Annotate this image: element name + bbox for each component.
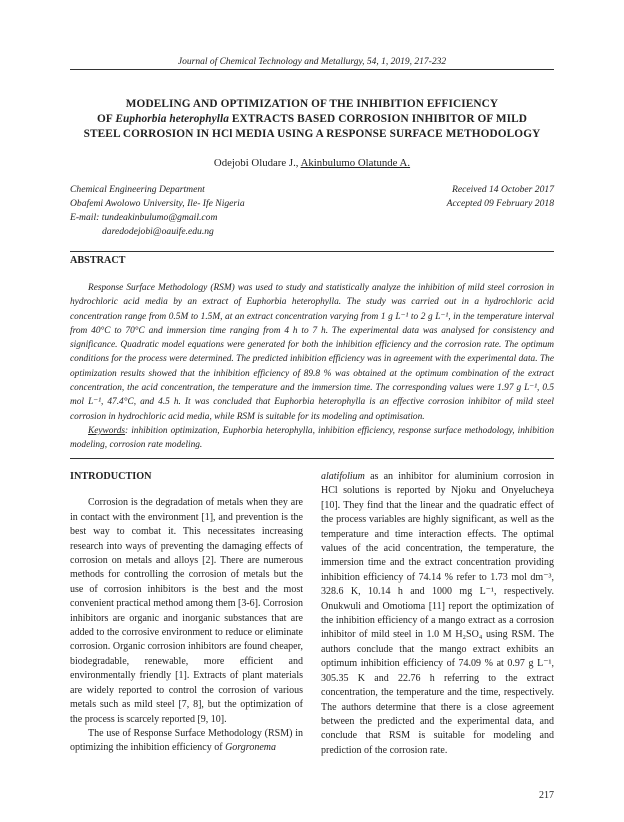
intro-species-gorgronema: Gorgronema: [225, 742, 276, 754]
page-number: 217: [539, 790, 554, 801]
title-line-1: MODELING AND OPTIMIZATION OF THE INHIBITION EFFICIENCY: [125, 98, 499, 110]
dates-block: [447, 183, 554, 211]
affiliation-email-1: E-mail: tundeakinbulumo@gmail.com: [70, 212, 218, 223]
paper-title: [70, 97, 554, 142]
title-line-3: STEEL CORROSION IN HCl MEDIA USING A RESPONSE SURFACE METHODOLOGY: [83, 128, 541, 140]
abstract-rule-top: [70, 251, 554, 252]
intro-paragraph-2-continued: [321, 470, 554, 758]
intro-paragraph-1: Corrosion is the degradation of metals when they are in contact with the environment [1], and prevention is the best way to combat it. This necessitates increasing research into ways of preventing the damaging effects of corrosion on metals and alloys [2]. There are numerous methods for controlling the corrosion of metals but the use of corrosion inhibitors is the best and the most convenient practical method among them [3-6]. Corrosion inhibitors are organic and inorganic substances that are added to the corrosive environment to reduce or eliminate corrosion. Organic corrosion inhibitors are found cheaper, biodegradable, renewable, more efficient and environmentally friendly [1]. Extracts of plant materials are widely reported to control the corrosion of various metals such as mild steel [7, 8], but the optimization of the process is scarcely reported [9, 10].: [70, 497, 303, 725]
abstract-rule-bottom: [70, 458, 554, 459]
affiliation-university: Obafemi Awolowo University, Ile- Ife Nigeria: [70, 198, 245, 209]
keywords-label: Keywords: [88, 425, 126, 436]
column-left: [70, 470, 303, 756]
affiliation-block: [70, 183, 245, 239]
title-line-2-pre: OF: [96, 113, 116, 125]
abstract-body: Response Surface Methodology (RSM) was used to study and statistically analyze the inhibition of mild steel corrosion in hydrochloric acid media by an extract of Euphorbia heterophylla. The study was carried out in a hydrochloric acid concentration range from 0.5M to 1.5M, at an extract concentration varying from 1 g L⁻¹ to 2 g L⁻¹, in the temperature interval from 40°C to 70°C and immersion time ranging from 4 h to 7 h. The experimental data was analysed for consistency and significance. Quadratic model equations were generated for both the inhibition efficiency and the corrosion rate. The optimum conditions for the process were determined. The predicted inhibition efficiency was in agreement with the experimental data. The optimization results showed that the inhibition efficiency of 89.8 % was obtained at the optimum combination of the extract concentration, the acid concentration, the temperature and the immersion time. The corresponding values were 1.97 g L⁻¹, 0.5 mol L⁻¹, 47.4°C, and 4.5 h. It was concluded that Euphorbia heterophylla is an effective corrosion inhibitor of mild steel corrosion in hydrochloric acid media, while RSM is suitable for its modeling and optimisation.: [70, 283, 554, 422]
keywords-paragraph: [70, 424, 554, 453]
column-right: [321, 470, 554, 758]
journal-header: Journal of Chemical Technology and Metallurgy, 54, 1, 2019, 217-232: [177, 57, 447, 67]
affiliation-email-2: daredodejobi@oauife.edu.ng: [102, 226, 214, 237]
intro-paragraph-2-continued-text: as an inhibitor for aluminium corrosion in HCl solutions is reported by Njoku and Onyelucheya [10]. They find that the linear and the quadratic effect of the process variables are highly significant, as well as the temperature and time interaction effects. The optimal values of the acid concentration, the temperature, the immersion time and the extract concentration providing inhibition efficiency of 74.14 % refer to 1.73 mol dm⁻³, 328.6 K, 10.14 h and 1000 mg L⁻¹, respectively. Onukwuli and Omotioma [11] report the optimization of the inhibition efficiency of a mango extract as a corrosion inhibitor of mild steel in 1.0 M H₂SO₄ using RSM. The authors conclude that the mango extract exhibits an optimum inhibition efficiency of 74.09 % at 0.97 g L⁻¹, 305.35 K and 22.76 h referring to the extract concentration, the temperature and the time, respectively. The authors determine that there is a close agreement between the predicted and the experimental data, and conclude that RSM is suitable for modeling and prediction of the corrosion rate.: [321, 471, 554, 756]
keywords-text: : inhibition optimization, Euphorbia heterophylla, inhibition efficiency, response surface methodology, inhibition modeling, corrosion rate modeling.: [70, 425, 554, 451]
introduction-heading: INTRODUCTION: [70, 471, 152, 482]
author-list: [70, 157, 554, 169]
intro-paragraph-2-text: The use of Response Surface Methodology (RSM) in optimizing the inhibition efficiency of: [70, 727, 303, 754]
abstract-block: [70, 281, 554, 453]
affiliation-department: Chemical Engineering Department: [70, 184, 205, 195]
abstract-heading: ABSTRACT: [70, 255, 126, 266]
intro-paragraph-2: [70, 727, 303, 756]
date-accepted: Accepted 09 February 2018: [446, 198, 554, 209]
author-corresponding: Akinbulumo Olatunde A.: [300, 157, 411, 169]
title-species: Euphorbia heterophylla: [115, 113, 229, 125]
intro-species-alatifolium: alatifolium: [321, 471, 365, 482]
date-received: Received 14 October 2017: [451, 184, 554, 195]
title-line-2: [70, 112, 554, 127]
author-first: Odejobi Oludare J.,: [213, 157, 301, 169]
title-line-2-post: EXTRACTS BASED CORROSION INHIBITOR OF MILD: [228, 113, 528, 125]
header-rule: [70, 69, 554, 70]
